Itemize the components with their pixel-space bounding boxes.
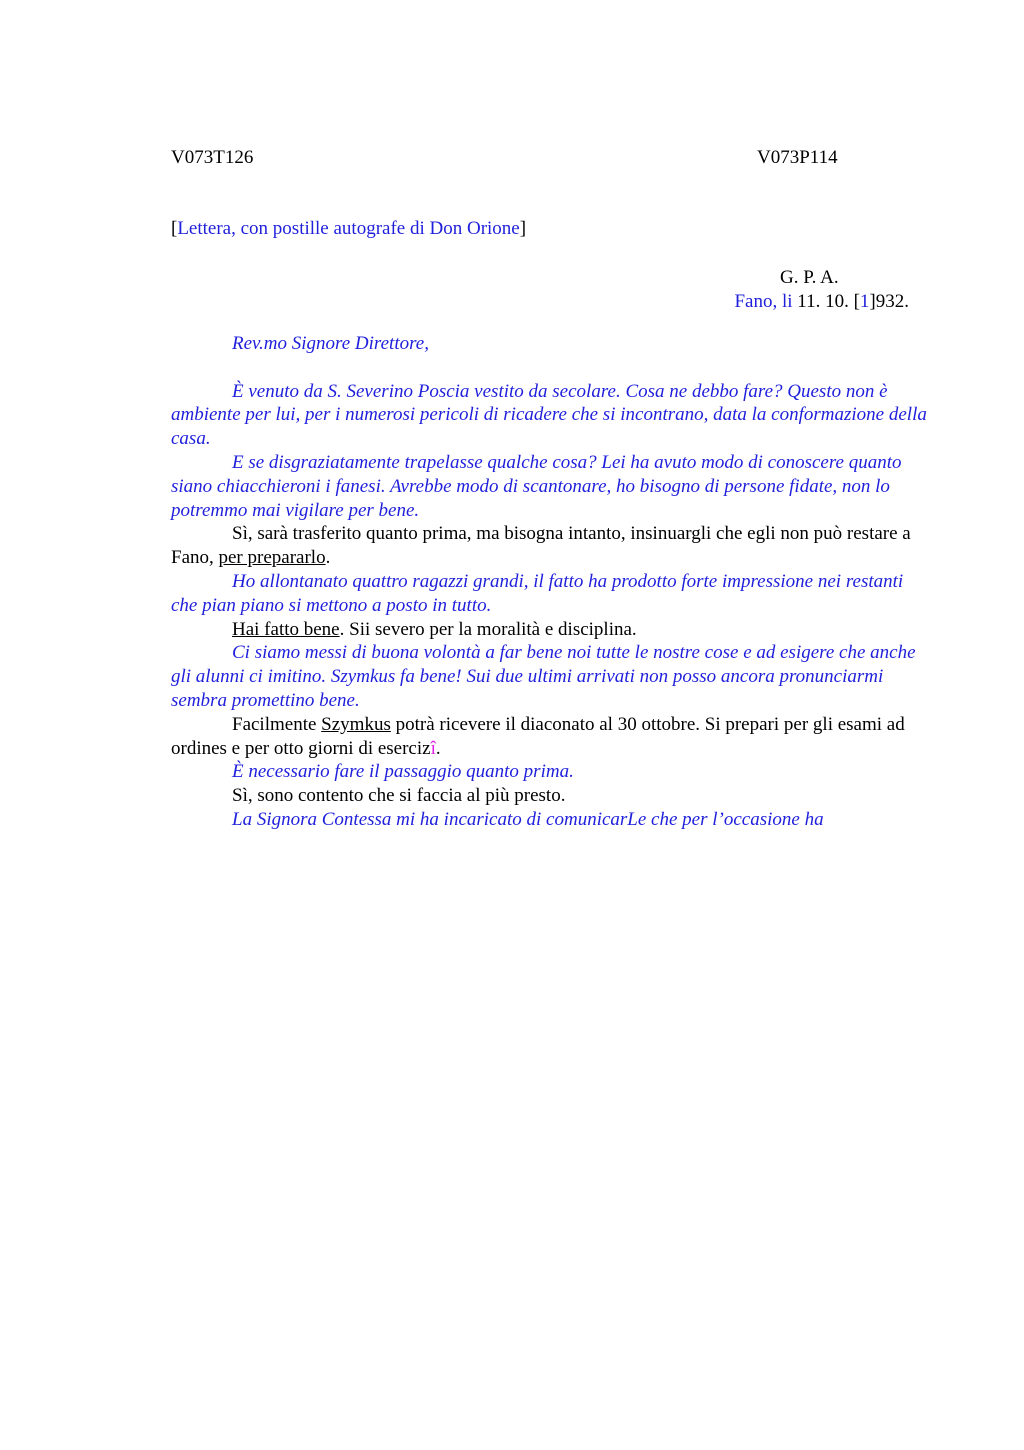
annotation-text: potrà ricevere il diaconato al 30 ottobre. Si prepari per gli esami ad ordines e per otto giorni di eserciz: [171, 713, 905, 759]
annotation-text: .: [435, 737, 441, 759]
letter-body: [171, 332, 931, 832]
letterhead-date-c: ]932.: [869, 291, 909, 312]
annotation-underlined: per prepararlo: [218, 547, 326, 569]
letterhead-date-a: 11. 10. [: [792, 291, 860, 312]
letterhead-date-line: [734, 290, 909, 314]
title-close-bracket: ]: [519, 218, 527, 239]
annotation-paragraph: [171, 522, 931, 570]
title-open-bracket: [: [171, 218, 178, 239]
annotation-paragraph: [171, 618, 931, 642]
letterhead-place: Fano, li: [734, 291, 793, 312]
header-right-code: V073P114: [757, 147, 838, 168]
header-left-code: V073T126: [171, 147, 254, 168]
annotation-text: .: [325, 547, 331, 569]
annotation-underlined: Szymkus: [321, 713, 391, 735]
letter-paragraph: Ho allontanato quattro ragazzi grandi, il fatto ha prodotto forte impressione nei restanti che pian piano si mettono a posto in tutto.: [171, 570, 904, 616]
letter-paragraph: La Signora Contessa mi ha incaricato di comunicarLe che per l’occasione ha: [232, 808, 824, 830]
letter-salutation: Rev.mo Signore Direttore,: [232, 333, 429, 354]
annotation-underlined: Hai fatto bene: [232, 618, 340, 640]
title-text: Lettera, con postille autografe di Don Orione: [177, 218, 520, 239]
letter-paragraph: È venuto da S. Severino Poscia vestito da secolare. Cosa ne debbo fare? Questo non è ambiente per lui, per i numerosi pericoli di ricadere che si incontrano, data la conformazione della casa.: [171, 380, 927, 450]
editorial-correction: î: [430, 737, 436, 759]
annotation-text: Sì, sarà trasferito quanto prima, ma bisogna intanto, insinuargli che egli non può restare a Fano,: [171, 523, 911, 569]
annotation-paragraph: [171, 713, 931, 761]
annotation-text: Facilmente: [232, 713, 322, 735]
letterhead-date-b: 1: [859, 291, 870, 312]
letter-paragraph: È necessario fare il passaggio quanto prima.: [232, 761, 574, 783]
letter-paragraph: Ci siamo messi di buona volontà a far bene noi tutte le nostre cose e ad esigere che anche gli alunni ci imitino. Szymkus fa bene! Sui due ultimi arrivati non posso ancora pronunciarmi sembra promettino bene.: [171, 642, 916, 711]
letterhead-org: G. P. A.: [780, 267, 839, 288]
document-title: [171, 217, 526, 241]
letter-paragraph: E se disgraziatamente trapelasse qualche cosa? Lei ha avuto modo di conoscere quanto siano chiacchieroni i fanesi. Avrebbe modo di scantonare, ho bisogno di persone fidate, non lo potremmo mai vigilare per bene.: [171, 451, 902, 521]
annotation-text: . Sii severo per la moralità e disciplina.: [339, 618, 637, 640]
annotation-paragraph: Sì, sono contento che si faccia al più presto.: [232, 785, 566, 807]
